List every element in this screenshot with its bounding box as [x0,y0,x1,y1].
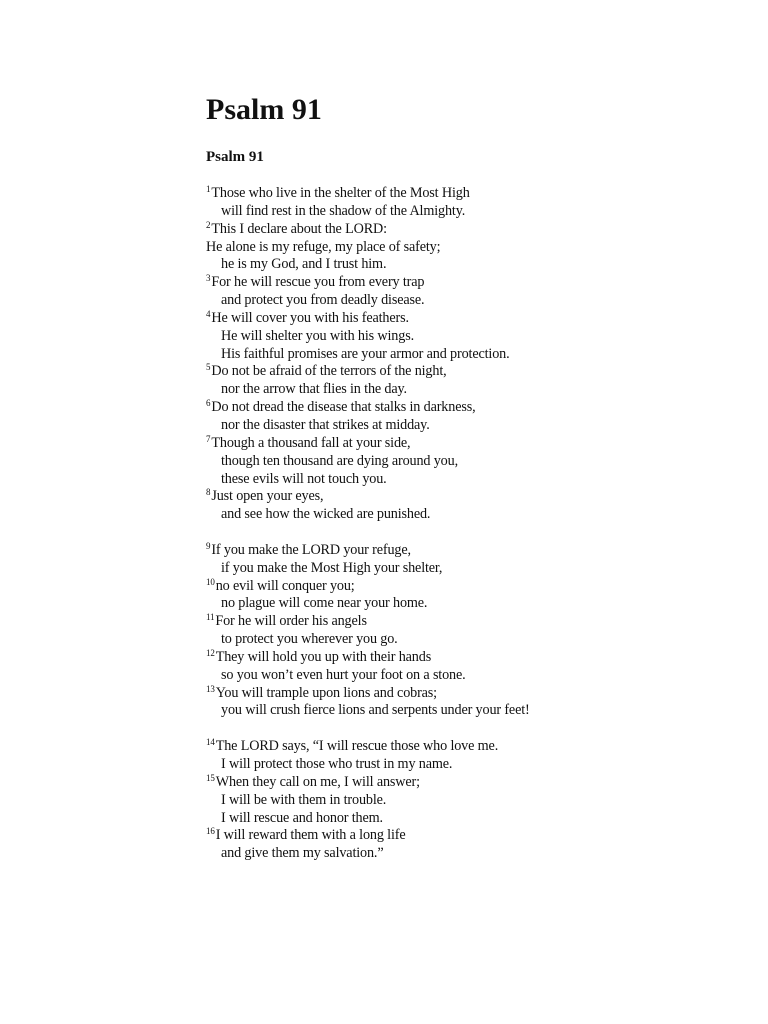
verse-line [206,381,726,399]
verse-text: If you make the LORD your refuge, [211,541,411,558]
verse-line [206,488,726,506]
verse-line [206,738,726,756]
verse-line [206,417,726,435]
verse-text: to protect you wherever you go. [221,631,398,648]
verse-number: 1 [206,184,211,194]
verse-line [206,631,726,649]
verse-text: nor the arrow that flies in the day. [221,381,407,398]
verse-line [206,506,726,524]
verse-line [206,274,726,292]
verse-text: so you won’t even hurt your foot on a stone. [221,666,466,683]
verse-text: For he will order his angels [215,613,367,630]
verse-line [206,363,726,381]
verse-line [206,578,726,596]
verse-text: he is my God, and I trust him. [221,256,387,273]
verse-number: 6 [206,398,211,409]
verse-line [206,845,726,863]
verse-text: if you make the Most High your shelter, [221,559,443,576]
verse-text: will find rest in the shadow of the Almighty. [221,202,466,219]
verse-text: nor the disaster that strikes at midday. [221,416,430,433]
verse-text: The LORD says, “I will rescue those who love me. [215,738,499,755]
verse-text: When they call on me, I will answer; [215,773,420,790]
verse-text: and give them my salvation.” [221,845,384,862]
verse-text: though ten thousand are dying around you, [221,452,458,469]
verse-number: 4 [206,308,211,319]
verse-text: I will reward them with a long life [215,827,406,844]
page-title: Psalm 91 [206,93,322,126]
verse-number: 10 [206,576,215,587]
verse-line [206,328,726,346]
verse-number: 8 [206,487,211,498]
stanza-break [206,720,726,738]
verse-number: 13 [206,683,215,694]
verse-text: He will shelter you with his wings. [221,327,414,344]
verse-text: Though a thousand fall at your side, [211,434,411,451]
verse-text: You will trample upon lions and cobras; [215,684,437,701]
verse-line [206,613,726,631]
verse-line [206,792,726,810]
verse-text: I will be with them in trouble. [221,791,387,808]
verse-text: Those who live in the shelter of the Most High [211,185,470,201]
verse-text: Do not dread the disease that stalks in darkness, [211,399,476,416]
psalm-text [206,185,726,863]
verse-line [206,435,726,453]
verse-number: 12 [206,647,215,658]
verse-text: Just open your eyes, [211,488,324,505]
verse-text: no plague will come near your home. [221,595,428,612]
verse-text: Do not be afraid of the terrors of the night, [211,363,447,380]
verse-line [206,667,726,685]
stanza-break [206,524,726,542]
verse-text: you will crush fierce lions and serpents under your feet! [221,702,530,719]
verse-text: They will hold you up with their hands [215,648,432,665]
verse-line [206,810,726,828]
section-heading: Psalm 91 [206,149,264,165]
verse-line [206,702,726,720]
verse-line [206,649,726,667]
verse-line [206,685,726,703]
verse-line [206,756,726,774]
verse-line [206,399,726,417]
verse-line [206,542,726,560]
verse-number: 3 [206,273,211,284]
verse-text: He will cover you with his feathers. [211,309,409,326]
verse-line [206,453,726,471]
verse-text: these evils will not touch you. [221,470,387,487]
verse-number: 14 [206,737,215,748]
verse-number: 2 [206,219,211,230]
verse-line [206,256,726,274]
verse-line [206,560,726,578]
verse-line [206,185,726,203]
verse-number: 16 [206,826,215,837]
verse-line [206,221,726,239]
verse-line [206,471,726,489]
verse-text: For he will rescue you from every trap [211,274,425,291]
verse-number: 15 [206,772,215,783]
verse-line [206,346,726,364]
verse-line [206,827,726,845]
verse-text: This I declare about the LORD: [211,220,387,237]
verse-line [206,774,726,792]
verse-line [206,292,726,310]
verse-text: His faithful promises are your armor and protection. [221,345,510,362]
verse-number: 7 [206,433,211,444]
verse-text: and protect you from deadly disease. [221,292,425,309]
verse-line [206,203,726,221]
verse-text: I will rescue and honor them. [221,809,383,826]
verse-text: He alone is my refuge, my place of safety; [206,238,441,255]
verse-number: 5 [206,362,211,373]
verse-number: 9 [206,540,211,551]
verse-text: and see how the wicked are punished. [221,506,431,523]
verse-text: no evil will conquer you; [215,577,355,594]
verse-number: 11 [206,612,215,623]
verse-line [206,239,726,257]
verse-text: I will protect those who trust in my name. [221,756,453,772]
verse-line [206,310,726,328]
verse-line [206,595,726,613]
